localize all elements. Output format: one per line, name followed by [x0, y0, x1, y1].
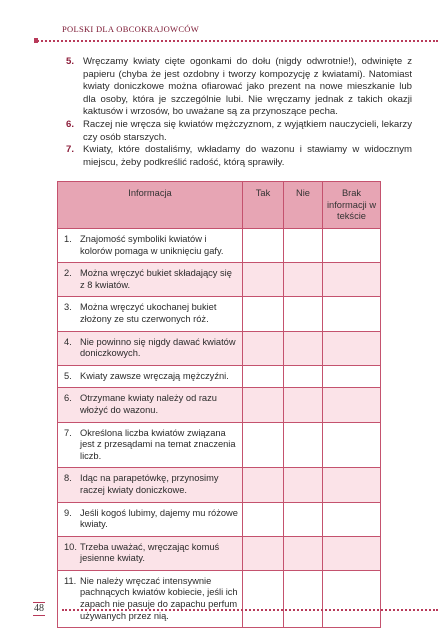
page-number: 48: [34, 603, 44, 614]
statement-text: Nie powinno się nigdy dawać kwiatów doniczkowych.: [80, 336, 236, 359]
answer-cell-brak[interactable]: [323, 422, 381, 468]
statement-text: Można wręczyć bukiet składający się z 8 kwiatów.: [80, 268, 232, 290]
statement-text: Nie należy wręczać intensywnie pachnących kwiatów kobiecie, jeśli ich zapach nie pasuje do zapachu perfum używanych przez nią.: [80, 575, 238, 621]
answer-cell-nie[interactable]: [284, 229, 323, 263]
intro-item-text: Wręczamy kwiaty cięte ogonkami do dołu (nigdy odwrotnie!), odwinięte z papieru (chyba że jest ozdobny i tworzy kompozycję z kwiatami). Natomiast kwiaty doniczkowe można ofiarować jako prezent na nowe mieszkanie lub dla osoby, która je szczególnie lubi. Nie wręczamy jednak z takich okazji kaktusów i wrzosów, bo uważane są za przynoszące pecha.: [83, 56, 412, 118]
statement-cell: [58, 570, 243, 627]
statement-number: 8.: [64, 473, 72, 484]
statement-number: 4.: [64, 336, 72, 347]
statement-cell: [58, 468, 243, 502]
answer-cell-tak[interactable]: [243, 570, 284, 627]
statement-cell: [58, 365, 243, 388]
answer-cell-brak[interactable]: [323, 570, 381, 627]
table-row: [58, 297, 381, 331]
answer-cell-brak[interactable]: [323, 388, 381, 422]
answer-cell-brak[interactable]: [323, 502, 381, 536]
table-row: [58, 502, 381, 536]
statement-number: 2.: [64, 268, 72, 279]
statement-cell: [58, 229, 243, 263]
table-header-row: [58, 182, 381, 229]
statement-number: 6.: [64, 393, 72, 404]
statement-text: Idąc na parapetówkę, przynosimy raczej kwiaty doniczkowe.: [80, 473, 219, 495]
header-nie: Nie: [284, 182, 323, 229]
statement-cell: [58, 536, 243, 570]
answer-cell-nie[interactable]: [284, 502, 323, 536]
answer-cell-nie[interactable]: [284, 468, 323, 502]
statement: [58, 366, 242, 388]
statement: [58, 468, 242, 501]
answer-cell-brak[interactable]: [323, 263, 381, 297]
statement-number: 5.: [64, 370, 72, 381]
answer-cell-nie[interactable]: [284, 263, 323, 297]
statement-cell: [58, 502, 243, 536]
intro-item: [66, 119, 412, 144]
answer-cell-tak[interactable]: [243, 468, 284, 502]
statement-number: 3.: [64, 302, 72, 313]
answer-cell-brak[interactable]: [323, 468, 381, 502]
header-info: Informacja: [58, 182, 243, 229]
statement-cell: [58, 388, 243, 422]
statement-text: Otrzymane kwiaty należy od razu włożyć do wazonu.: [80, 393, 217, 415]
statement: [58, 423, 242, 468]
statement-number: 11.: [64, 575, 77, 586]
answer-cell-brak[interactable]: [323, 297, 381, 331]
answer-cell-nie[interactable]: [284, 331, 323, 365]
intro-item-number: 5.: [66, 56, 75, 67]
intro-item: [66, 144, 412, 169]
statement-number: 9.: [64, 507, 72, 518]
answer-cell-nie[interactable]: [284, 536, 323, 570]
statement-cell: [58, 297, 243, 331]
statement-text: Można wręczyć ukochanej bukiet złożony ze stu czerwonych róż.: [80, 302, 217, 324]
intro-item-text: Raczej nie wręcza się kwiatów mężczyznom, z wyjątkiem nauczycieli, lekarzy czy osób starszych.: [83, 118, 412, 143]
answer-cell-tak[interactable]: [243, 297, 284, 331]
footer-divider: [62, 609, 438, 611]
true-false-table: [57, 181, 381, 628]
statement-text: Kwiaty zawsze wręczają mężczyźni.: [80, 370, 229, 381]
statement-cell: [58, 263, 243, 297]
answer-cell-brak[interactable]: [323, 331, 381, 365]
answer-cell-tak[interactable]: [243, 422, 284, 468]
table-row: [58, 570, 381, 627]
intro-item-number: 7.: [66, 144, 75, 156]
statement: [58, 332, 242, 365]
statement: [58, 537, 242, 570]
statement: [58, 503, 242, 536]
statement-number: 1.: [64, 234, 72, 244]
intro-list: [66, 56, 412, 169]
answer-cell-tak[interactable]: [243, 536, 284, 570]
answer-cell-tak[interactable]: [243, 365, 284, 388]
table-row: [58, 365, 381, 388]
answer-cell-tak[interactable]: [243, 263, 284, 297]
header-brak: Brak informacji w tekście: [323, 182, 381, 229]
intro-item: [66, 56, 412, 119]
table-row: [58, 388, 381, 422]
answer-cell-tak[interactable]: [243, 229, 284, 263]
statement-number: 7.: [64, 427, 72, 438]
table-row: [58, 263, 381, 297]
statement-cell: [58, 331, 243, 365]
table-row: [58, 468, 381, 502]
statement-text: Jeśli kogoś lubimy, dajemy mu różowe kwiaty.: [80, 507, 238, 530]
statement: [58, 229, 242, 262]
answer-cell-tak[interactable]: [243, 388, 284, 422]
running-header: POLSKI DLA OBCOKRAJOWCÓW: [62, 24, 200, 34]
statement-cell: [58, 422, 243, 468]
statement-text: Określona liczba kwiatów związana jest z przesądami na temat znaczenia liczb.: [80, 427, 236, 461]
header-tak: Tak: [243, 182, 284, 229]
answer-cell-nie[interactable]: [284, 365, 323, 388]
answer-cell-nie[interactable]: [284, 422, 323, 468]
answer-cell-tak[interactable]: [243, 502, 284, 536]
answer-cell-nie[interactable]: [284, 297, 323, 331]
statement: [58, 388, 242, 421]
statement: [58, 571, 242, 627]
table-row: [58, 422, 381, 468]
answer-cell-brak[interactable]: [323, 229, 381, 263]
table-row: [58, 536, 381, 570]
answer-cell-nie[interactable]: [284, 570, 323, 627]
table-row: [58, 229, 381, 263]
statement-text: Znajomość symboliki kwiatów i kolorów pomaga w uniknięciu gafy.: [80, 234, 224, 256]
answer-cell-brak[interactable]: [323, 365, 381, 388]
answer-cell-tak[interactable]: [243, 331, 284, 365]
answer-cell-brak[interactable]: [323, 536, 381, 570]
statement-number: 10.: [64, 541, 77, 552]
statement-text: Trzeba uważać, wręczając komuś jesienne kwiaty.: [80, 541, 220, 564]
table-row: [58, 331, 381, 365]
statement: [58, 263, 242, 296]
intro-item-number: 6.: [66, 118, 75, 130]
statement: [58, 297, 242, 330]
answer-cell-nie[interactable]: [284, 388, 323, 422]
intro-item-text: Kwiaty, które dostaliśmy, wkładamy do wazonu i stawiamy w widocznym miejscu, żeby podkreślić radość, którą sprawiły.: [83, 144, 412, 168]
header-divider: [34, 40, 438, 42]
